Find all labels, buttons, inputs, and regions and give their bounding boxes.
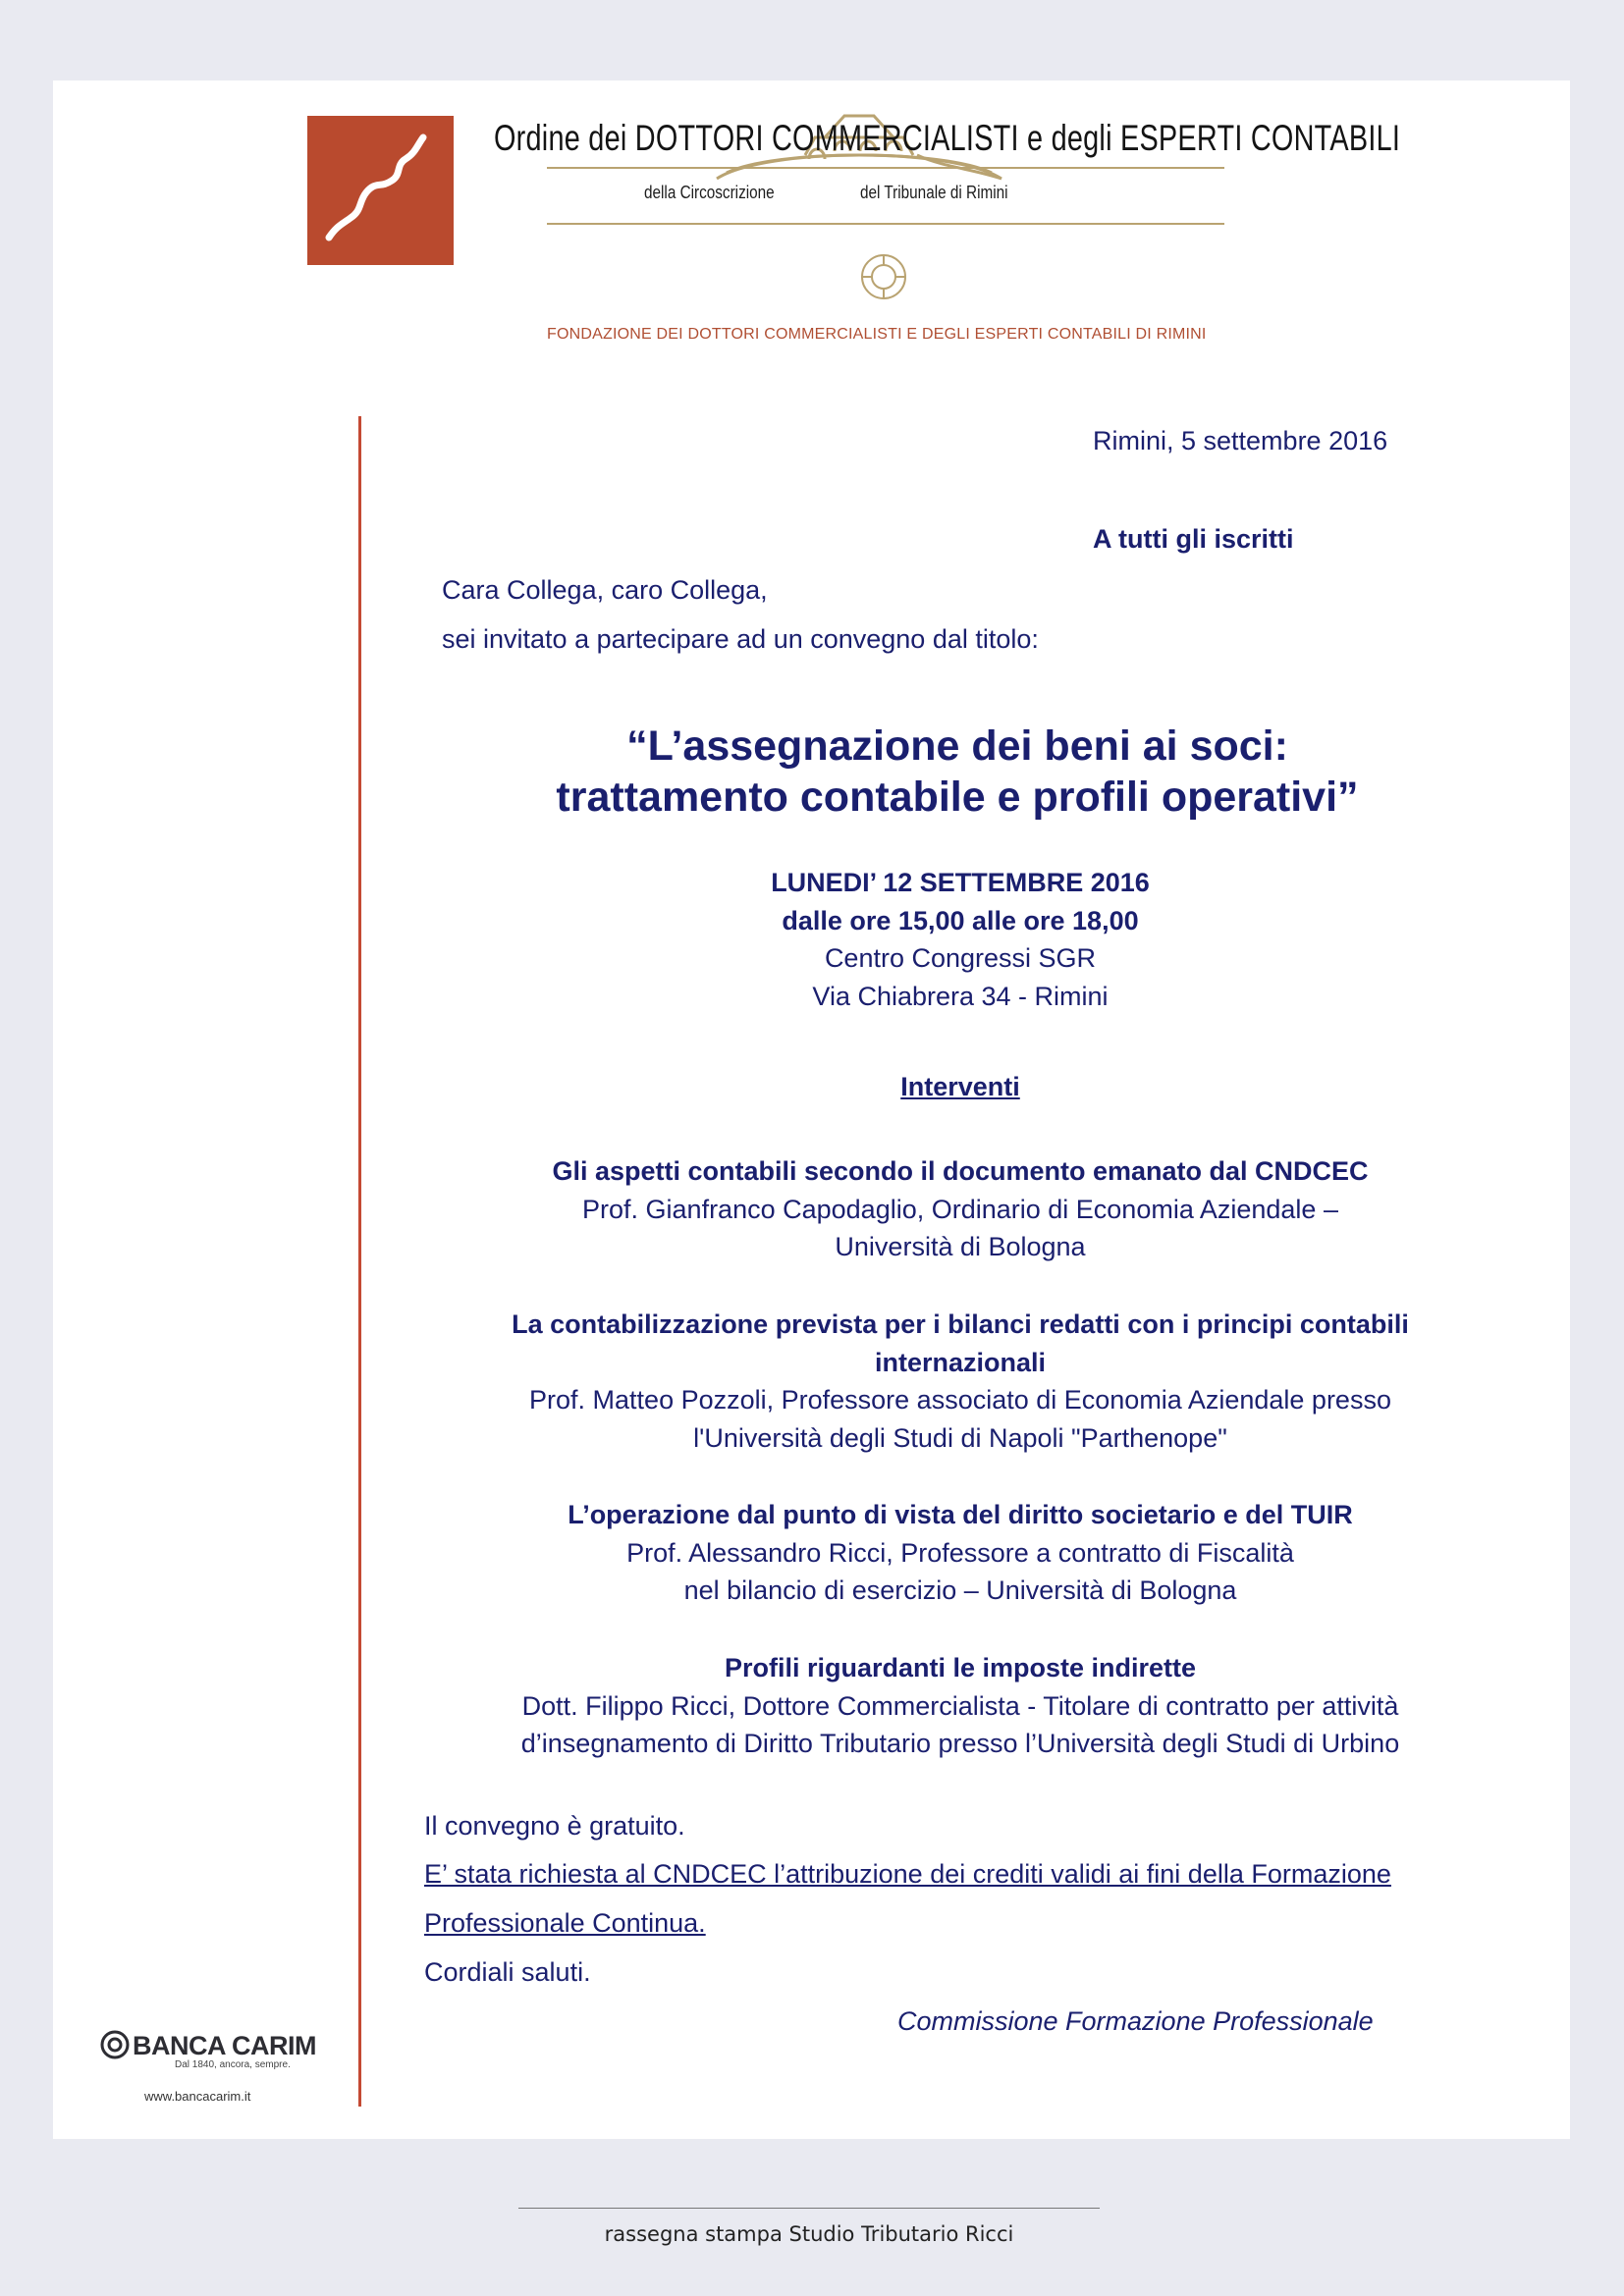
letter-date: Rimini, 5 settembre 2016 — [1093, 426, 1388, 455]
event-title — [324, 721, 1591, 823]
interventions-heading-text: Interventi — [900, 1072, 1020, 1101]
sponsor-logo — [100, 2030, 326, 2070]
intervention-speaker: Università di Bologna — [835, 1232, 1086, 1261]
event-venue: Centro Congressi SGR — [824, 943, 1097, 973]
intro-text: sei invitato a partecipare ad un convegno dal titolo: — [442, 624, 1039, 654]
divider — [547, 223, 1224, 225]
intervention-topic: Profili riguardanti le imposte indirette — [724, 1653, 1197, 1682]
intervention-speaker: Dott. Filippo Ricci, Dottore Commercialista - Titolare di contratto per attività — [521, 1690, 1399, 1721]
credits-note: Professionale Continua. — [424, 1908, 706, 1938]
intervention-speaker: Prof. Matteo Pozzoli, Professore associato di Economia Aziendale presso — [529, 1385, 1391, 1415]
closing: Cordiali saluti. — [424, 1957, 591, 1987]
intervention-item — [393, 1496, 1528, 1610]
free-note: Il convegno è gratuito. — [424, 1811, 685, 1841]
intervention-topic: L’operazione dal punto di vista del diritto societario e del TUIR — [568, 1500, 1353, 1529]
circoscrizione-label: della Circoscrizione — [644, 183, 775, 202]
credits-note: E’ stata richiesta al CNDCEC l’attribuzione dei crediti validi ai fini della Formazione — [424, 1859, 1391, 1889]
event-day: LUNEDI’ 12 SETTEMBRE 2016 — [771, 868, 1150, 897]
sponsor-website: www.bancacarim.it — [144, 2089, 251, 2104]
recipient-line: A tutti gli iscritti — [1093, 524, 1294, 554]
intervention-speaker: d’insegnamento di Diritto Tributario presso l’Università degli Studi di Urbino — [520, 1729, 1400, 1758]
intervention-topic: internazionali — [874, 1347, 1047, 1377]
order-name: Ordine dei DOTTORI COMMERCIALISTI e degli ESPERTI CONTABILI — [494, 118, 1401, 158]
sponsor-tagline: Dal 1840, ancora, sempre. — [175, 2059, 291, 2070]
order-logo — [307, 116, 454, 265]
intervention-item — [393, 1649, 1528, 1763]
bank-emblem-icon — [100, 2030, 130, 2059]
greeting: Cara Collega, caro Collega, — [442, 575, 768, 605]
intervention-item — [393, 1306, 1528, 1457]
intervention-speaker: nel bilancio di esercizio – Università di Bologna — [683, 1575, 1237, 1605]
river-logo-icon — [307, 116, 454, 265]
interventions-heading — [393, 1068, 1528, 1106]
event-address: Via Chiabrera 34 - Rimini — [812, 981, 1109, 1011]
footer-caption: rassegna stampa Studio Tributario Ricci — [604, 2222, 1014, 2246]
sponsor-name-text: BANCA CARIM — [133, 2031, 316, 2060]
seal-icon — [858, 251, 909, 302]
event-title-line: “L’assegnazione dei beni ai soci: — [626, 722, 1288, 770]
margin-rule — [358, 416, 361, 2107]
tribunale-label: del Tribunale di Rimini — [860, 183, 1008, 202]
event-time: dalle ore 15,00 alle ore 18,00 — [782, 905, 1139, 935]
signature: Commissione Formazione Professionale — [897, 2006, 1374, 2036]
event-details — [393, 864, 1528, 1015]
sponsor-name — [100, 2030, 326, 2061]
foundation-name: FONDAZIONE DEI DOTTORI COMMERCIALISTI E DEGLI ESPERTI CONTABILI DI RIMINI — [547, 326, 1207, 343]
footer-rule — [518, 2208, 1100, 2209]
event-title-line: trattamento contabile e profili operativi” — [556, 774, 1359, 821]
divider — [547, 167, 1224, 169]
letter-sheet — [53, 80, 1570, 2139]
intervention-speaker: Prof. Alessandro Ricci, Professore a contratto di Fiscalità — [626, 1537, 1294, 1568]
intervention-speaker: Prof. Gianfranco Capodaglio, Ordinario di Economia Aziendale – — [582, 1194, 1338, 1224]
intervention-topic: Gli aspetti contabili secondo il documento emanato dal CNDCEC — [552, 1156, 1369, 1186]
intervention-topic: La contabilizzazione prevista per i bilanci redatti con i principi contabili — [512, 1309, 1409, 1339]
intervention-speaker: l'Università degli Studi di Napoli "Parthenope" — [693, 1422, 1227, 1453]
intervention-item — [393, 1152, 1528, 1266]
